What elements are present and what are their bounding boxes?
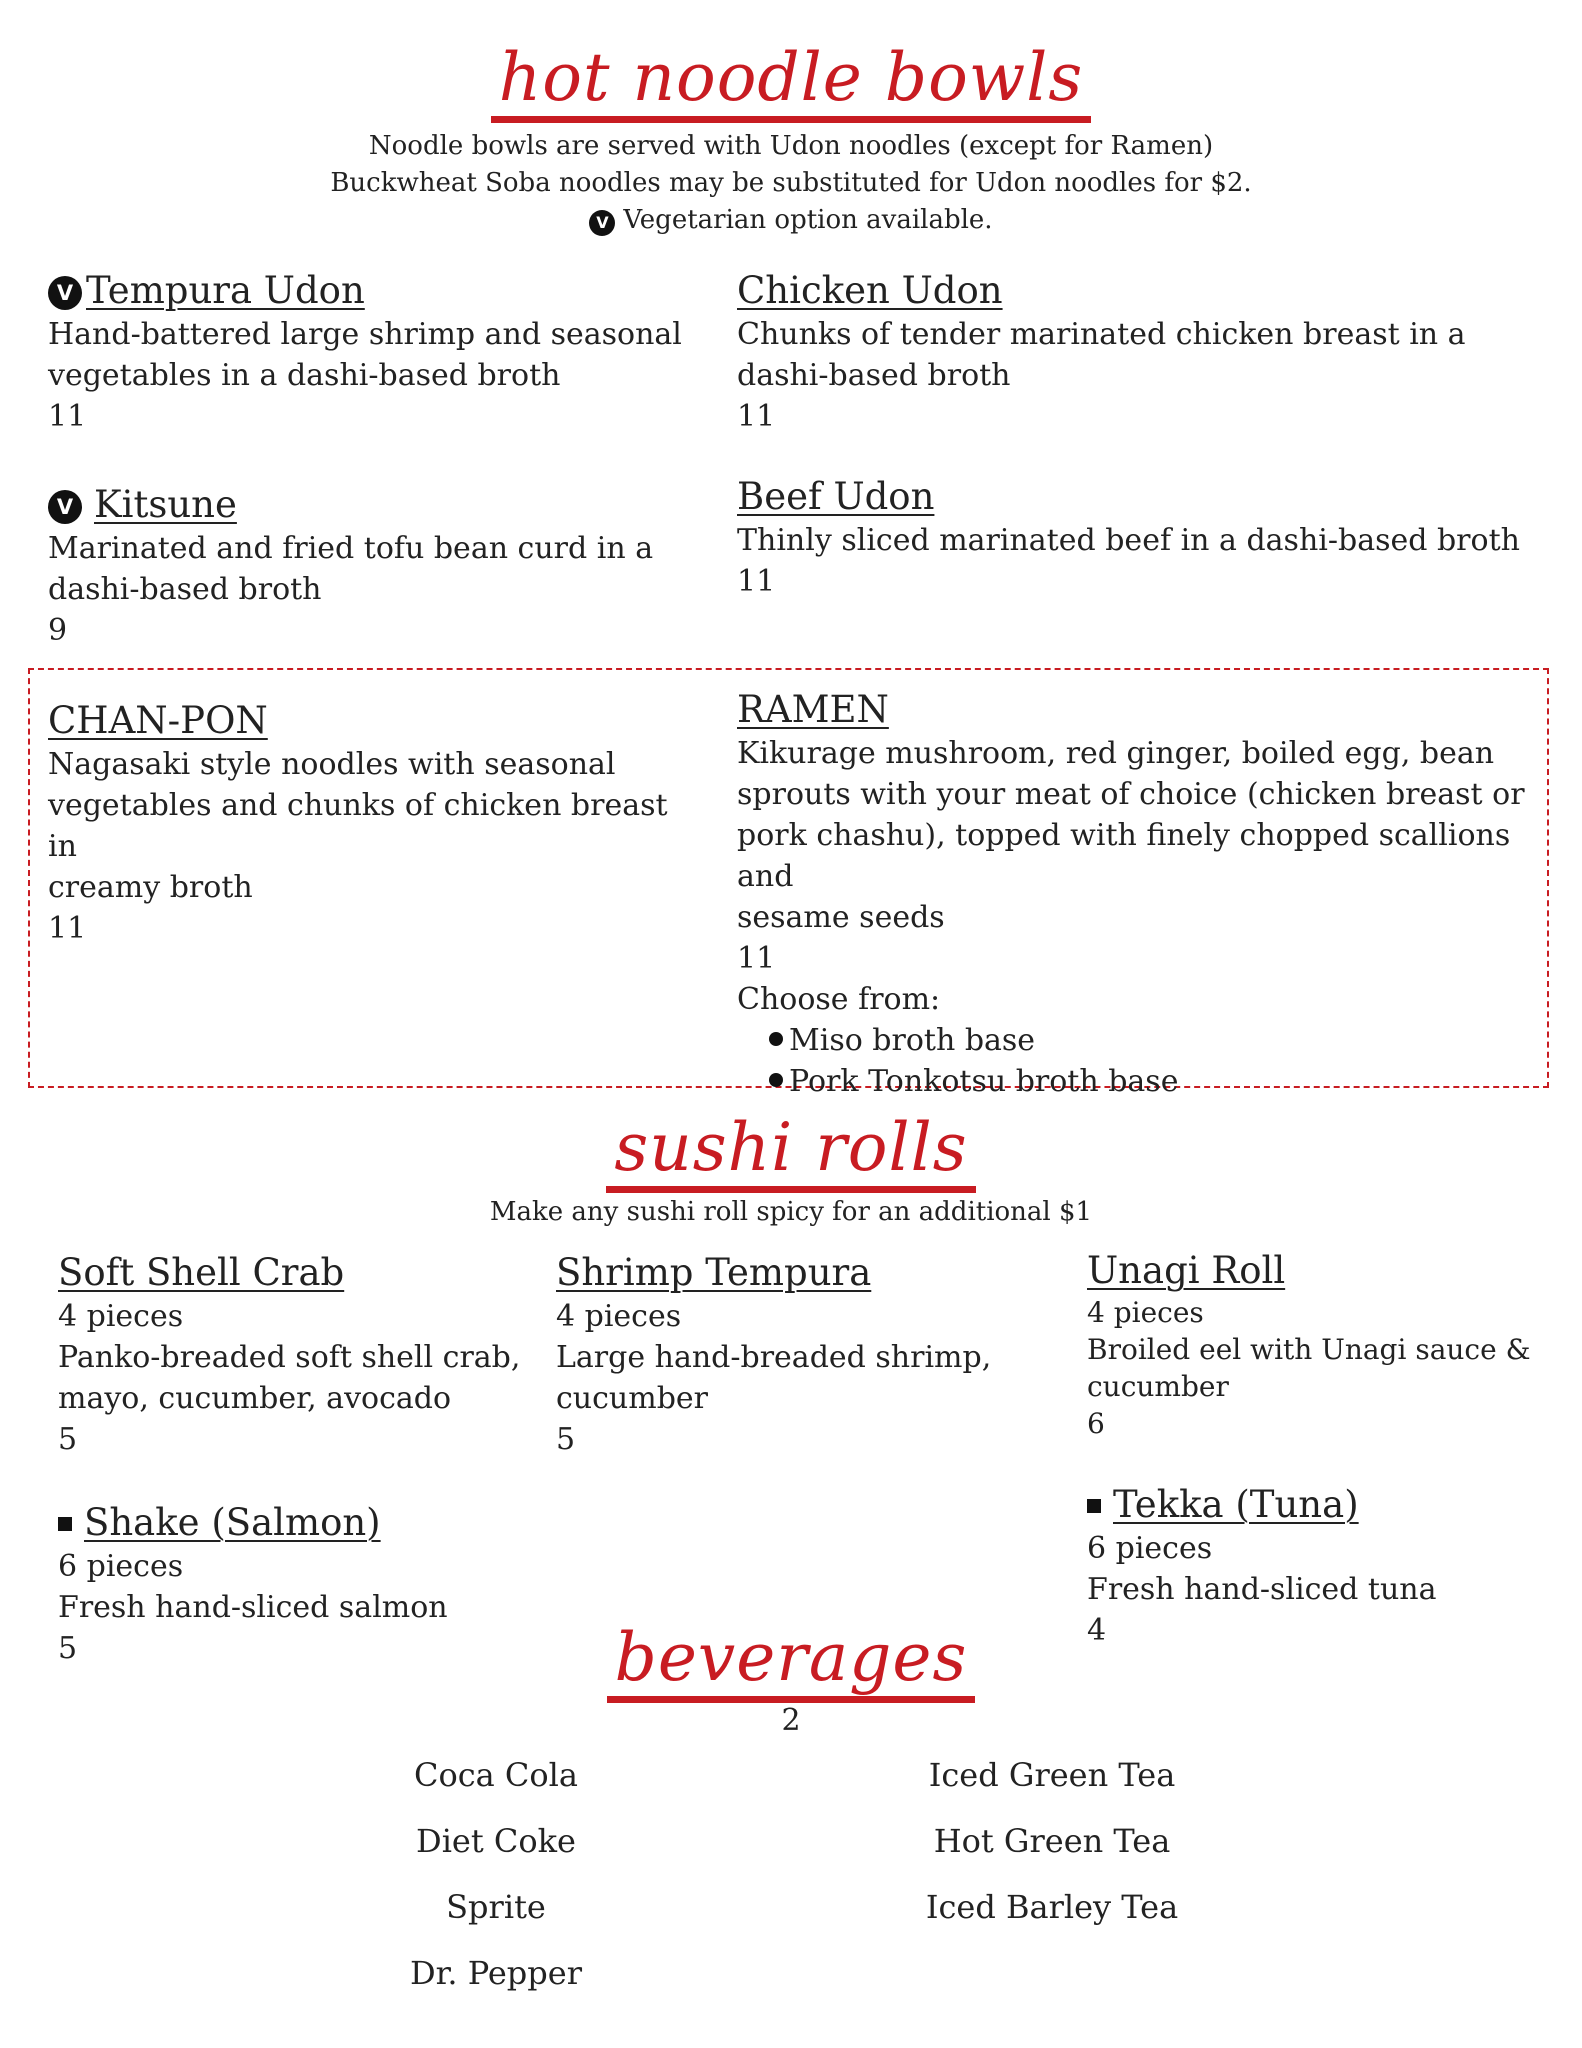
item-price: 11	[737, 399, 776, 434]
item-description-line: Fresh hand-sliced salmon	[58, 1590, 448, 1625]
option-list-item: Miso broth base	[737, 1020, 1537, 1061]
menu-item-chan-pon	[48, 698, 688, 949]
beverage-item: Dr. Pepper	[409, 1954, 582, 1992]
noodle-note-2: Buckwheat Soba noodles may be substituted for Udon noodles for $2.	[330, 168, 1252, 198]
item-description-line: Broiled eel with Unagi sauce &	[1087, 1333, 1531, 1366]
beverage-item: Coca Cola	[414, 1756, 578, 1794]
vegetarian-icon: V	[48, 276, 82, 310]
item-price: 11	[48, 399, 87, 434]
beverages-section-title: beverages	[0, 1618, 1582, 1698]
item-description-line: mayo, cucumber, avocado	[58, 1381, 452, 1416]
item-description-line: cucumber	[1087, 1370, 1229, 1403]
item-name: RAMEN	[737, 688, 889, 731]
item-name: Shake (Salmon)	[84, 1501, 381, 1544]
noodle-note-3: V Vegetarian option available.	[0, 202, 1582, 239]
menu-item-ramen	[737, 687, 1537, 1102]
beverage-item: Sprite	[446, 1888, 546, 1926]
item-description-line: Hand-battered large shrimp and seasonal	[48, 317, 682, 352]
item-pieces: 6 pieces	[58, 1549, 184, 1584]
beverage-item: Diet Coke	[416, 1822, 576, 1860]
vegetarian-icon: V	[48, 490, 82, 524]
beverage-item: Hot Green Tea	[933, 1822, 1171, 1860]
item-price: 9	[48, 613, 68, 648]
menu-item-shrimp-tempura	[556, 1250, 1026, 1460]
item-price: 4	[1087, 1613, 1107, 1648]
sushi-note: Make any sushi roll spicy for an additional $1	[489, 1197, 1093, 1227]
item-price: 5	[556, 1422, 576, 1457]
menu-item-soft-shell-crab	[58, 1250, 528, 1460]
item-pieces: 6 pieces	[1087, 1531, 1213, 1566]
item-price: 5	[58, 1631, 78, 1666]
item-price: 11	[737, 941, 776, 976]
item-name: CHAN-PON	[48, 699, 268, 742]
option-list-item: Pork Tonkotsu broth base	[737, 1061, 1537, 1102]
item-description-line: cucumber	[556, 1381, 708, 1416]
bullet-icon	[769, 1032, 783, 1046]
item-description-line: Nagasaki style noodles with seasonal	[48, 747, 616, 782]
item-name: Tempura Udon	[86, 269, 365, 312]
item-description-line: Kikurage mushroom, red ginger, boiled egg, bean	[737, 736, 1495, 771]
menu-item-beef-udon	[737, 474, 1527, 602]
item-name: Kitsune	[94, 483, 237, 526]
beverage-item: Iced Green Tea	[928, 1756, 1176, 1794]
item-pieces: 4 pieces	[58, 1299, 184, 1334]
item-name: Tekka (Tuna)	[1113, 1483, 1359, 1526]
beverage-item: Iced Barley Tea	[925, 1888, 1179, 1926]
item-price: 11	[737, 564, 776, 599]
item-description-line: vegetables and chunks of chicken breast in	[48, 788, 668, 864]
item-pieces: 4 pieces	[556, 1299, 682, 1334]
item-price: 11	[48, 911, 87, 946]
item-description-line: pork chashu), topped with finely chopped scallions and	[737, 818, 1511, 894]
vegetarian-icon: V	[589, 210, 615, 236]
item-pieces: 4 pieces	[1087, 1296, 1204, 1329]
item-description-line: Large hand-breaded shrimp,	[556, 1340, 992, 1375]
item-name: Shrimp Tempura	[556, 1251, 872, 1294]
item-description-line: sprouts with your meat of choice (chicken breast or	[737, 777, 1525, 812]
item-price: 6	[1087, 1407, 1105, 1440]
item-description-line: Panko-breaded soft shell crab,	[58, 1340, 521, 1375]
menu-item-tempura-udon	[48, 268, 688, 437]
sushi-section-title: sushi rolls	[0, 1108, 1582, 1188]
choose-label: Choose from:	[737, 982, 941, 1017]
menu-item-unagi-roll	[1087, 1248, 1557, 1442]
item-name: Soft Shell Crab	[58, 1251, 345, 1294]
item-description-line: dashi-based broth	[737, 358, 1011, 393]
noodle-section-title: hot noodle bowls	[0, 38, 1582, 118]
menu-item-kitsune	[48, 482, 688, 651]
item-name: Unagi Roll	[1087, 1249, 1286, 1292]
item-description-line: sesame seeds	[737, 900, 945, 935]
item-description-line: Marinated and fried tofu bean curd in a	[48, 531, 654, 566]
item-description-line: dashi-based broth	[48, 572, 322, 607]
item-name: Beef Udon	[737, 475, 935, 518]
bullet-icon	[769, 1073, 783, 1087]
item-description-line: vegetables in a dashi-based broth	[48, 358, 561, 393]
beverages-price: 2	[781, 1703, 801, 1738]
square-bullet-icon	[58, 1517, 72, 1531]
item-description-line: Chunks of tender marinated chicken breast in a	[737, 317, 1466, 352]
item-description-line: Fresh hand-sliced tuna	[1087, 1572, 1437, 1607]
menu-item-chicken-udon	[737, 268, 1527, 437]
square-bullet-icon	[1087, 1499, 1101, 1513]
item-price: 5	[58, 1422, 78, 1457]
noodle-note-1: Noodle bowls are served with Udon noodles (except for Ramen)	[368, 131, 1214, 161]
beverage-list-left	[286, 1742, 706, 2006]
beverage-list-right	[842, 1742, 1262, 1940]
item-description-line: Thinly sliced marinated beef in a dashi-based broth	[737, 523, 1520, 558]
item-description-line: creamy broth	[48, 870, 253, 905]
item-name: Chicken Udon	[737, 269, 1003, 312]
